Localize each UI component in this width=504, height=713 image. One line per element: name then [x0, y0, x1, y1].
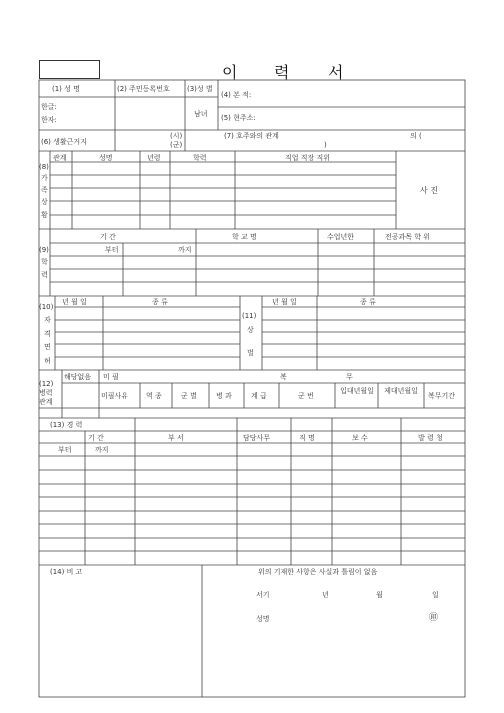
- career-header-duty: 담당사무: [243, 434, 271, 442]
- edu-to-label: 까지: [178, 246, 192, 254]
- family-header-relation: 관계: [53, 154, 67, 162]
- year-label: 년: [322, 591, 329, 599]
- career-header-pay: 보 수: [352, 434, 368, 442]
- edu-side-3: 력: [41, 271, 48, 279]
- name-hangul-field[interactable]: 한글:: [41, 103, 57, 111]
- si-label: (시): [170, 132, 183, 140]
- military-side-3: 관계: [39, 398, 53, 406]
- family-side-5: 황: [41, 211, 48, 219]
- career-header-title: 직 명: [299, 434, 315, 442]
- edu-from-label: 부터: [105, 246, 119, 254]
- military-mi-label: 미 필: [103, 373, 119, 381]
- reward-header-date: 년 월 일: [272, 298, 297, 306]
- career-header-dept: 부 서: [168, 434, 184, 442]
- career-title: (13) 경 력: [50, 421, 83, 429]
- honjuk-field[interactable]: (4) 본 적:: [221, 91, 252, 99]
- sex-value[interactable]: 남녀: [194, 110, 208, 118]
- career-from-label: 부터: [58, 446, 72, 454]
- month-label: 월: [376, 591, 383, 599]
- title-char-2: 력: [274, 63, 290, 82]
- military-header-rank: 계 급: [251, 392, 267, 400]
- military-none-label: 해당없음: [64, 373, 92, 381]
- relation-label: (7) 호주와의 관계: [224, 132, 279, 140]
- edu-header-school: 학 교 명: [232, 233, 257, 241]
- military-header-type: 역 종: [146, 392, 162, 400]
- family-side-2: 가: [41, 174, 48, 182]
- edu-side-2: 학: [41, 258, 48, 266]
- reward-header-type: 종 류: [360, 298, 376, 306]
- family-header-age: 년령: [147, 154, 161, 162]
- edu-header-period: 기 간: [100, 233, 116, 241]
- military-header-arm: 병 과: [216, 392, 232, 400]
- reward-side-3: 벌: [247, 349, 254, 357]
- family-side-3: 족: [41, 186, 48, 194]
- license-side-2: 자: [44, 316, 51, 324]
- military-header-reason: 미필사유: [101, 392, 129, 400]
- signer-name-label: 성명: [256, 615, 270, 623]
- military-header-enlist: 입대년월일: [340, 387, 374, 395]
- career-header-period: 기 간: [88, 434, 104, 442]
- license-header-type: 종 류: [152, 298, 168, 306]
- family-header-job: 직업 직장 직위: [285, 154, 331, 162]
- family-side-1: (8): [39, 163, 49, 171]
- photo-label: 사 진: [420, 186, 438, 195]
- gun-label: (군): [170, 141, 183, 149]
- family-header-name: 성명: [99, 154, 113, 162]
- license-side-4: 면: [44, 343, 51, 351]
- edu-side-1: (9): [39, 246, 49, 254]
- remarks-statement: 위의 기재한 사항은 사실과 틀림이 없음: [258, 568, 378, 576]
- license-side-3: 격: [44, 330, 51, 338]
- reward-side-1: (11): [242, 312, 257, 320]
- family-side-4: 상: [41, 198, 48, 206]
- relation-ui: 의 (: [410, 132, 422, 140]
- family-header-education: 학력: [193, 154, 207, 162]
- reward-side-2: 상: [247, 326, 254, 334]
- military-header-number: 군 번: [298, 392, 314, 400]
- sex-label: (3)성 별: [187, 85, 213, 93]
- license-side-1: (10): [39, 303, 54, 311]
- license-side-5: 허: [44, 357, 51, 365]
- title-char-1: 이: [222, 63, 238, 82]
- title-char-3: 서: [328, 63, 344, 82]
- rrn-label: (2) 주민등록번호: [117, 85, 170, 93]
- military-wu-label: 무: [346, 373, 353, 381]
- career-header-issuer: 발 령 청: [418, 434, 443, 442]
- career-to-label: 까지: [95, 446, 109, 454]
- military-side-2: 병력: [39, 389, 53, 397]
- address-field[interactable]: (5) 현주소:: [221, 114, 256, 122]
- day-label: 일: [432, 591, 439, 599]
- edu-header-years: 수업년한: [327, 233, 355, 241]
- military-bok-label: 복: [280, 373, 287, 381]
- relation-close-paren: ): [324, 141, 327, 149]
- license-header-date: 년 월 일: [62, 298, 87, 306]
- living-place-label: (6) 생활근거지: [41, 138, 87, 146]
- military-header-duration: 복무기간: [428, 392, 456, 400]
- seal-icon: ㊞: [429, 613, 439, 623]
- remarks-title: (14) 비 고: [50, 568, 83, 576]
- date-label: 서기: [256, 591, 270, 599]
- name-label: (1) 성 명: [52, 85, 80, 93]
- edu-header-major: 전공과목 학 위: [385, 233, 431, 241]
- military-header-branch: 군 별: [181, 392, 197, 400]
- name-hanja-field[interactable]: 한자:: [41, 116, 57, 124]
- military-header-discharge: 제대년월일: [384, 387, 418, 395]
- military-side-1: (12): [39, 380, 54, 388]
